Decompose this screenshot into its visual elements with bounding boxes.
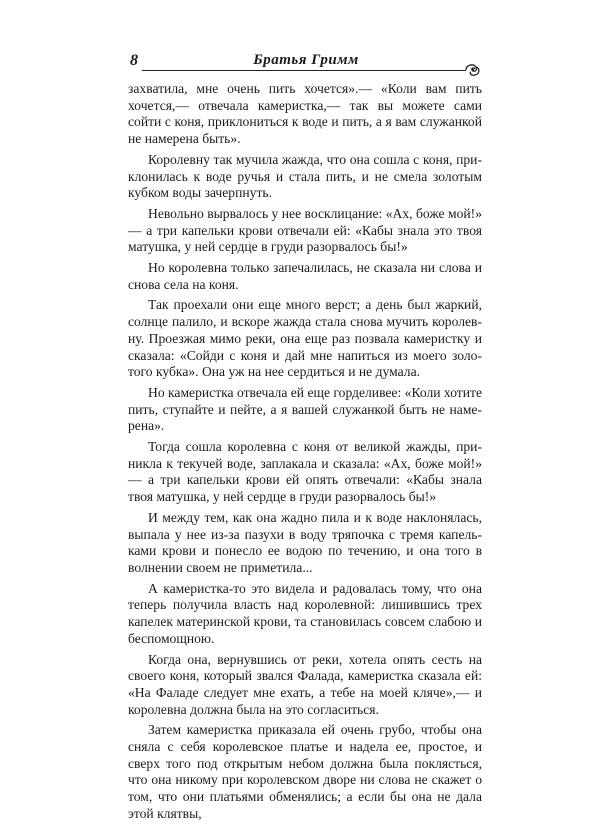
- paragraph: Невольно вырвалось у нее восклицание: «Ах, боже мой!» — а три капельки крови отвечали ей: «Кабы знала это твоя матушка, у ней сердце в груди разорвалось бы!»: [128, 205, 482, 255]
- paragraph: Королевну так мучила жажда, что она сошла с коня, приклонилась к воде ручья и стала пить, и не смела золотым кубком воды зачерпнуть.: [128, 151, 482, 201]
- paragraph: Но королевна только запечалилась, не сказала ни слова и снова села на коня.: [128, 260, 482, 292]
- paragraph: Так проехали они еще много верст; а день был жаркий, солнце палило, и вскоре жажда стала снова мучить королевну. Проезжая мимо реки, она еще раз позвала камеристку и сказала: «Сойди с коня и дай мне напиться из моего золотого кубка». Она уж на нее сердиться и не думала.: [128, 297, 482, 380]
- paragraph: А камеристка-то это видела и радовалась тому, что она теперь получила власть над королевной: лишившись трех капелек материнской крови, та становилась совсем слабою и беспомощною.: [128, 580, 482, 646]
- paragraph: Когда она, вернувшись от реки, хотела опять сесть на своего коня, который звался Фалада, камеристка сказала ей: «На Фаладе следует мне ехать, а тебе на моей кляче»,— и королевна должна была на это согласиться.: [128, 651, 482, 717]
- paragraph: Затем камеристка приказала ей очень грубо, чтобы она сняла с себя королевское платье и надела ее, простое, и сверх того под открытым небом должна была поклясться, что она никому при королевском дворе ни слова не скажет о том, что они платьями обменялись; а если бы она не дала этой клятвы,: [128, 722, 482, 821]
- paragraph: Но камеристка отвечала ей еще горделивее: «Коли хотите пить, ступайте и пейте, а я вашей служанкой быть не намерена».: [128, 384, 482, 434]
- paragraph: И между тем, как она жадно пила и к воде наклонялась, выпала у нее из-за пазухи в воду тряпочка с тремя капельками крови и понесло ее водою по течению, и она того в волнении своем не приметила...: [128, 509, 482, 575]
- story-text: [128, 81, 482, 827]
- running-title: Братья Гримм: [253, 52, 359, 68]
- scroll-ornament-icon: [464, 61, 482, 79]
- paragraph: Тогда сошла королевна с коня от великой жажды, приникла к текучей воде, заплакала и сказала: «Ах, боже мой!» — а три капельки крови ей опять отвечали: «Кабы знала твоя матушка, у ней сердце в груди разорвалось бы!»: [128, 439, 482, 505]
- page-number: 8: [130, 52, 138, 69]
- header-rule: [142, 70, 466, 71]
- page-header: [130, 52, 482, 78]
- paragraph: захватила, мне очень пить хочется».— «Коли вам пить хочется,— отвечала камеристка,— так вы можете сами сойти с коня, приклониться к воде и пить, а я вам служанкой не намерена быть».: [128, 81, 482, 147]
